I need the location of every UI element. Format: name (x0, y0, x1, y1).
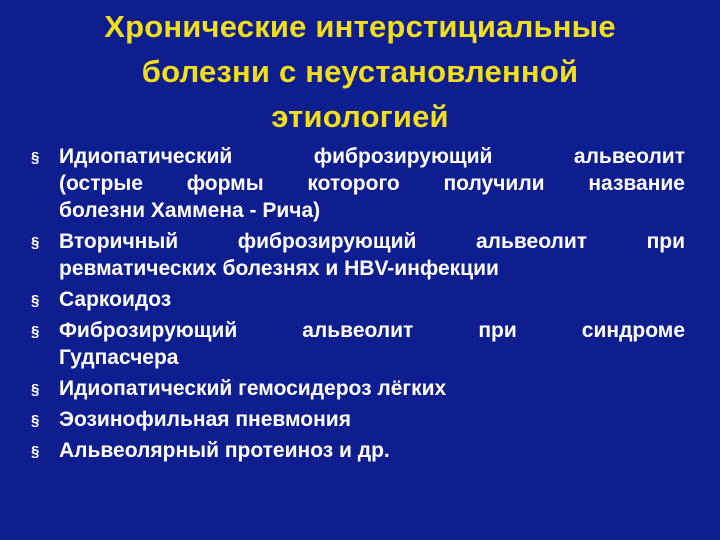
bullet-marker-icon: § (31, 149, 40, 166)
bullet-text (59, 437, 685, 464)
bullet-line: Вторичный фиброзирующий альвеолит при (59, 230, 685, 253)
bullet-text (59, 406, 685, 433)
bullet-marker-icon: § (31, 443, 40, 460)
bullet-item (30, 143, 685, 224)
slide-title-line: болезни с неустановленной (141, 54, 579, 89)
bullet-line: Альвеолярный протеиноз и др. (59, 439, 390, 462)
bullet-text (59, 143, 685, 224)
bullet-item (30, 406, 685, 433)
slide-title-line: Хронические интерстициальные (104, 9, 616, 44)
bullet-marker-icon: § (31, 323, 40, 340)
bullet-text (59, 228, 685, 282)
bullet-text (59, 375, 685, 402)
bullet-marker-icon: § (31, 412, 40, 429)
bullet-line: Саркоидоз (59, 288, 172, 311)
bullet-line: болезни Хаммена - Рича) (59, 199, 321, 222)
bullet-text (59, 317, 685, 371)
bullet-marker-icon: § (31, 381, 40, 398)
bullet-line: Эозинофильная пневмония (59, 408, 351, 431)
bullet-line: Фиброзирующий альвеолит при синдроме (59, 319, 685, 342)
bullet-item (30, 437, 685, 464)
bullet-item (30, 286, 685, 313)
bullet-line: ревматических болезнях и HBV-инфекции (59, 257, 499, 280)
slide-title (20, 4, 700, 139)
bullet-line: Гудпасчера (59, 346, 179, 369)
bullet-line: Идиопатический гемосидероз лёгких (59, 377, 447, 400)
bullet-line: Идиопатический фиброзирующий альвеолит (59, 145, 685, 168)
bullet-line: (острые формы которого получили название (59, 172, 685, 195)
bullet-text (59, 286, 685, 313)
bullet-item (30, 228, 685, 282)
bullet-item (30, 317, 685, 371)
slide-title-line: этиологией (271, 99, 449, 134)
bullet-marker-icon: § (31, 292, 40, 309)
bullet-list (30, 143, 685, 468)
bullet-item (30, 375, 685, 402)
bullet-marker-icon: § (31, 234, 40, 251)
